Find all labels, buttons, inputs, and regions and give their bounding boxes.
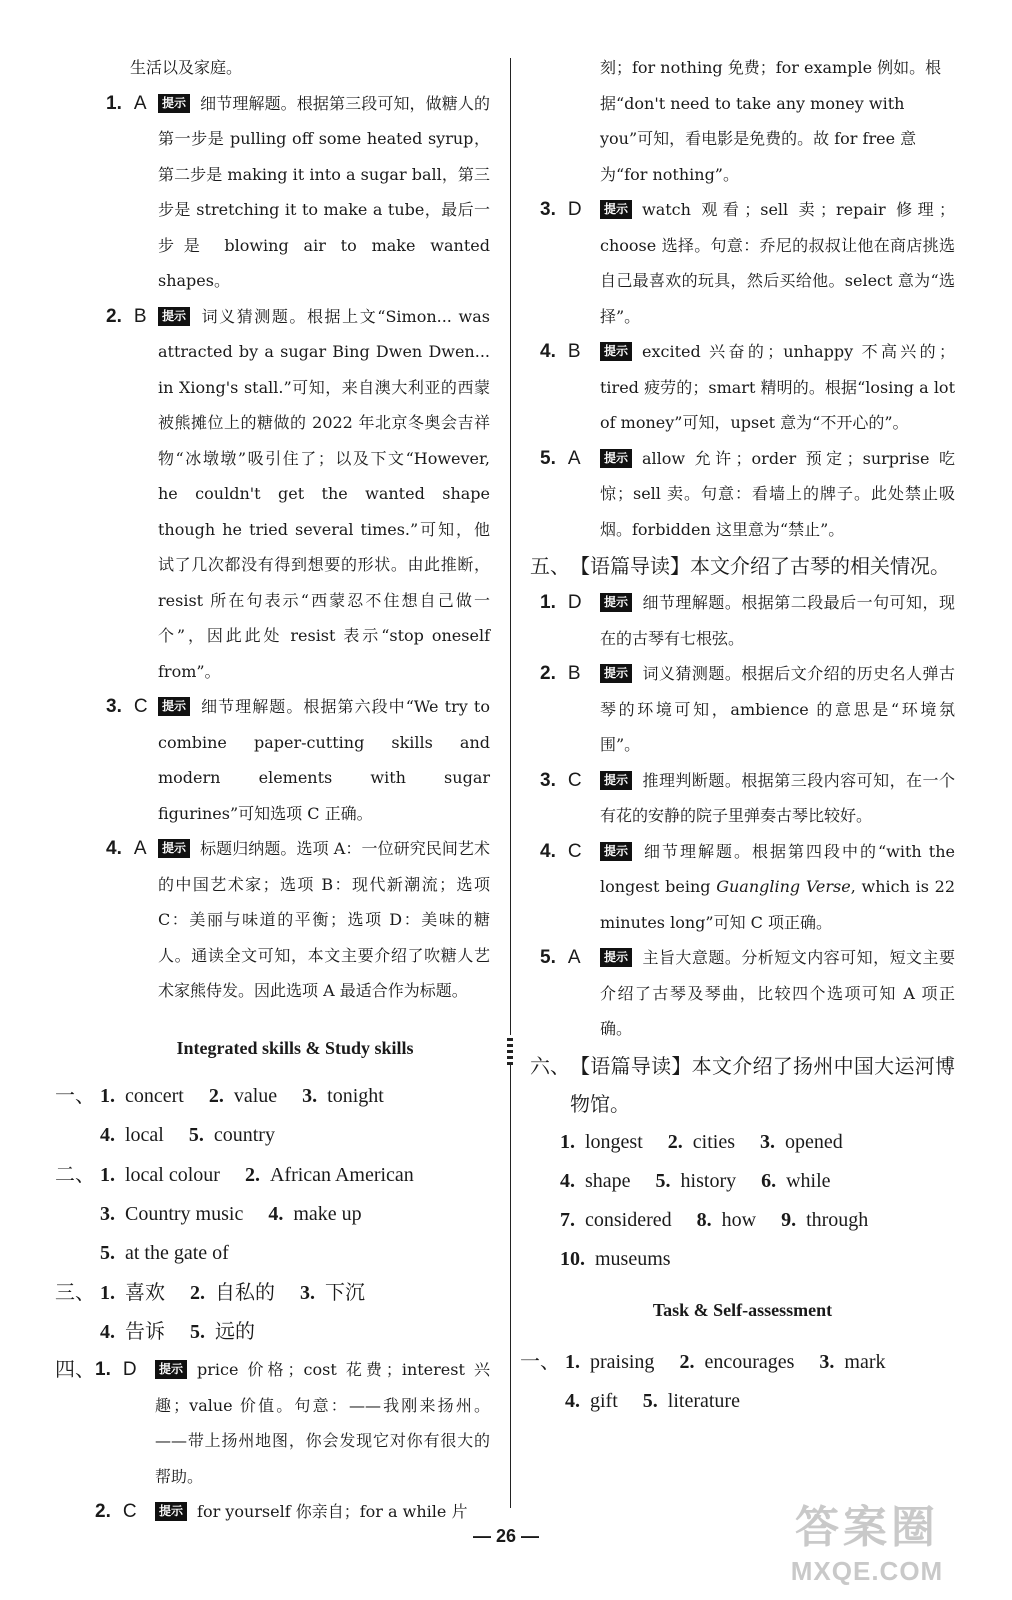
section-6-heading: 六、 【语篇导读】本文介绍了扬州中国大运河博物馆。: [530, 1053, 955, 1116]
right-s4-item: 3. D 提示 watch 观看；sell 卖；repair 修理；choose 选择。句意：乔尼的叔叔让他在商店挑选自己最喜欢的玩具，然后买给他。select 意为“选择”。: [540, 199, 955, 326]
hint-badge: 提示: [600, 200, 632, 219]
explanation: 细节理解题。根据第二段最后一句可知，现在的古琴有七根弦。: [600, 593, 955, 648]
right-s5-item: 3. C 提示 推理判断题。根据第三段内容可知，在一个有花的安静的院子里弹奏古琴比较好。: [540, 769, 955, 825]
hint-badge: 提示: [158, 697, 190, 716]
explanation: 词义猜测题。根据上文“Simon... was attracted by a sugar Bing Dwen Dwen... in Xiong's stall.”可知，来自澳大利亚的西蒙被熊摊位上的糖做的 2022 年北京冬奥会吉祥物“冰墩墩”吸引住了；以及下文“However, he couldn't get the wanted shape though he tried several times.”可知，他试了几次都没有得到想要的形状。由此推断，resist 所在句表示“西蒙忍不住想自己做一个”，因此此处 resist 表示“stop oneself from”。: [158, 306, 490, 681]
hint-badge: 提示: [600, 771, 632, 790]
hint-badge: 提示: [158, 94, 190, 113]
answer-row: 4. shape 5. history 6. while: [560, 1169, 831, 1192]
explanation: , which is 22 minutes long”可知 C 项正确。: [600, 877, 955, 932]
left-short-answers: [55, 1076, 490, 1352]
section-title-integrated: Integrated skills & Study skills: [176, 1037, 414, 1058]
right-s4-item: 4. B 提示 excited 兴奋的；unhappy 不高兴的；tired 疲劳的；smart 精明的。根据“losing a lot of money”可知，upset 意为“不开心的”。: [540, 341, 955, 432]
section-5-heading: 五、 【语篇导读】本文介绍了古琴的相关情况。: [530, 554, 950, 578]
right-s5-item: 4. C 提示 细节理解题。根据第四段中的“with the longest being Guangling Verse, which is 22 minutes long”可知 C 项正确。: [540, 840, 955, 932]
section-number: 四、: [55, 1357, 95, 1381]
watermark-logo: [762, 1500, 972, 1600]
answer-row: 5. at the gate of: [100, 1242, 229, 1264]
right-s5-item: 5. A 提示 主旨大意题。分析短文内容可知，短文主要介绍了古琴及琴曲，比较四个选项可知 A 项正确。: [540, 947, 955, 1038]
answer-row: 4. 告诉 5. 远的: [100, 1321, 255, 1343]
explanation-title: Guangling Verse: [716, 877, 851, 896]
left-s1-answers: [100, 86, 490, 1009]
explanation: 标题归纳题。选项 A：一位研究民间艺术的中国艺术家；选项 B：现代新潮流；选项 C：美丽与味道的平衡；选项 D：美味的糖人。通读全文可知，本文主要介绍了吹糖人艺术家熊侍发。因此选项 A 最适合作为标题。: [158, 839, 490, 1000]
column-divider-dash: [507, 1035, 513, 1065]
hint-badge: 提示: [600, 842, 632, 861]
explanation: 细节理解题。根据第四段中的“with the longest being: [600, 841, 955, 896]
question-number: 3.: [106, 696, 122, 717]
left-s1-item: [100, 831, 490, 1009]
answer-row: 一、 1. concert 2. value 3. tonight: [55, 1083, 384, 1107]
right-s6-answers: [530, 1123, 955, 1279]
right-s4-answers: [530, 192, 955, 547]
left-s1-item: [100, 299, 490, 690]
answer-row: 一、 1. praising 2. encourages 3. mark: [520, 1349, 886, 1373]
left-s4-answers: [55, 1352, 490, 1530]
hint-badge: 提示: [155, 1360, 187, 1379]
answer-row: 10. museums: [560, 1247, 671, 1270]
watermark-text: 答案圈: [795, 1503, 939, 1552]
hint-badge: 提示: [600, 449, 632, 468]
answer-row: 4. gift 5. literature: [565, 1390, 740, 1412]
page-number: — 26 —: [472, 1526, 540, 1546]
question-number: 4.: [106, 838, 122, 859]
hint-badge: 提示: [158, 839, 190, 858]
left-s4-item: 四、 1. D 提示 price 价格；cost 花费；interest 兴趣；value 价值。句意：——我刚来扬州。——带上扬州地图，你会发现它对你有很大的帮助。: [55, 1352, 490, 1494]
column-divider: [510, 58, 511, 1508]
explanation: 细节理解题。根据第六段中“We try to combine paper-cutting skills and modern elements with sugar figurines”可知选项 C 正确。: [158, 697, 490, 823]
continued-explanation: 刻；for nothing 免费；for example 例如。根据“don't need to take any money with you”可知，看电影是免费的。故 for free 意为“for nothing”。: [600, 58, 942, 184]
left-s4-item: 2. C 提示 for yourself 你亲自；for a while 片: [95, 1501, 468, 1522]
hint-badge: 提示: [155, 1502, 187, 1521]
right-s4-item: 5. A 提示 allow 允许；order 预定；surprise 吃惊；sell 卖。句意：看墙上的牌子。此处禁止吸烟。forbidden 这里意为“禁止”。: [540, 447, 955, 539]
lead-line: 生活以及家庭。: [130, 58, 243, 77]
explanation: allow 允许；order 预定；surprise 吃惊；sell 卖。句意：看墙上的牌子。此处禁止吸烟。forbidden 这里意为“禁止”。: [600, 448, 955, 539]
right-column: [520, 50, 955, 1421]
explanation: 词义猜测题。根据后文介绍的历史名人弹古琴的环境可知，ambience 的意思是“环境氛围”。: [600, 664, 955, 754]
question-number: 1.: [106, 92, 122, 114]
answer-row: 三、 1. 喜欢 2. 自私的 3. 下沉: [55, 1280, 365, 1304]
hint-badge: 提示: [158, 307, 190, 326]
left-s1-item: [100, 86, 490, 299]
explanation: watch 观看；sell 卖；repair 修理；choose 选择。句意：乔尼的叔叔让他在商店挑选自己最喜欢的玩具，然后买给他。select 意为“选择”。: [600, 200, 955, 326]
answer-letter: B: [133, 305, 147, 327]
explanation: 细节理解题。根据第三段可知，做糖人的第一步是 pulling off some heated syrup，第二步是 making it into a sugar ball，第三步是 stretching it to make a tube，最后一步是 blowing air to make wanted shapes。: [158, 93, 490, 290]
answer-row: 7. considered 8. how 9. through: [560, 1208, 869, 1231]
hint-badge: 提示: [600, 948, 632, 967]
hint-badge: 提示: [600, 593, 632, 612]
left-column: [55, 50, 490, 1530]
right-s5-answers: [530, 585, 955, 1047]
answer-row: 1. longest 2. cities 3. opened: [560, 1130, 843, 1153]
answer-letter: C: [133, 696, 148, 717]
hint-badge: 提示: [600, 342, 632, 361]
explanation: 主旨大意题。分析短文内容可知，短文主要介绍了古琴及琴曲，比较四个选项可知 A 项正确。: [600, 948, 955, 1038]
explanation: price 价格；cost 花费；interest 兴趣；value 价值。句意：——我刚来扬州。——带上扬州地图，你会发现它对你有很大的帮助。: [155, 1360, 490, 1486]
answer-row: 3. Country music 4. make up: [100, 1203, 362, 1225]
explanation: 推理判断题。根据第三段内容可知，在一个有花的安静的院子里弹奏古琴比较好。: [600, 770, 955, 825]
question-number: 2.: [106, 305, 122, 327]
explanation: excited 兴奋的；unhappy 不高兴的；tired 疲劳的；smart 精明的。根据“losing a lot of money”可知，upset 意为“不开心的”。: [600, 342, 955, 432]
answer-row: 4. local 5. country: [100, 1124, 275, 1146]
right-task-answers: [520, 1342, 955, 1421]
right-s5-item: 1. D 提示 细节理解题。根据第二段最后一句可知，现在的古琴有七根弦。: [540, 592, 955, 648]
answer-row: 二、 1. local colour 2. African American: [55, 1162, 414, 1186]
section-title-task: Task & Self-assessment: [652, 1299, 833, 1320]
right-s5-item: 2. B 提示 词义猜测题。根据后文介绍的历史名人弹古琴的环境可知，ambience 的意思是“环境氛围”。: [540, 663, 955, 754]
answer-letter: A: [133, 92, 147, 114]
hint-badge: 提示: [600, 664, 632, 683]
answer-letter: A: [133, 838, 147, 859]
watermark-url: MXQE.COM: [790, 1556, 944, 1586]
explanation: for yourself 你亲自；for a while 片: [197, 1502, 468, 1521]
left-s1-item: [100, 689, 490, 831]
